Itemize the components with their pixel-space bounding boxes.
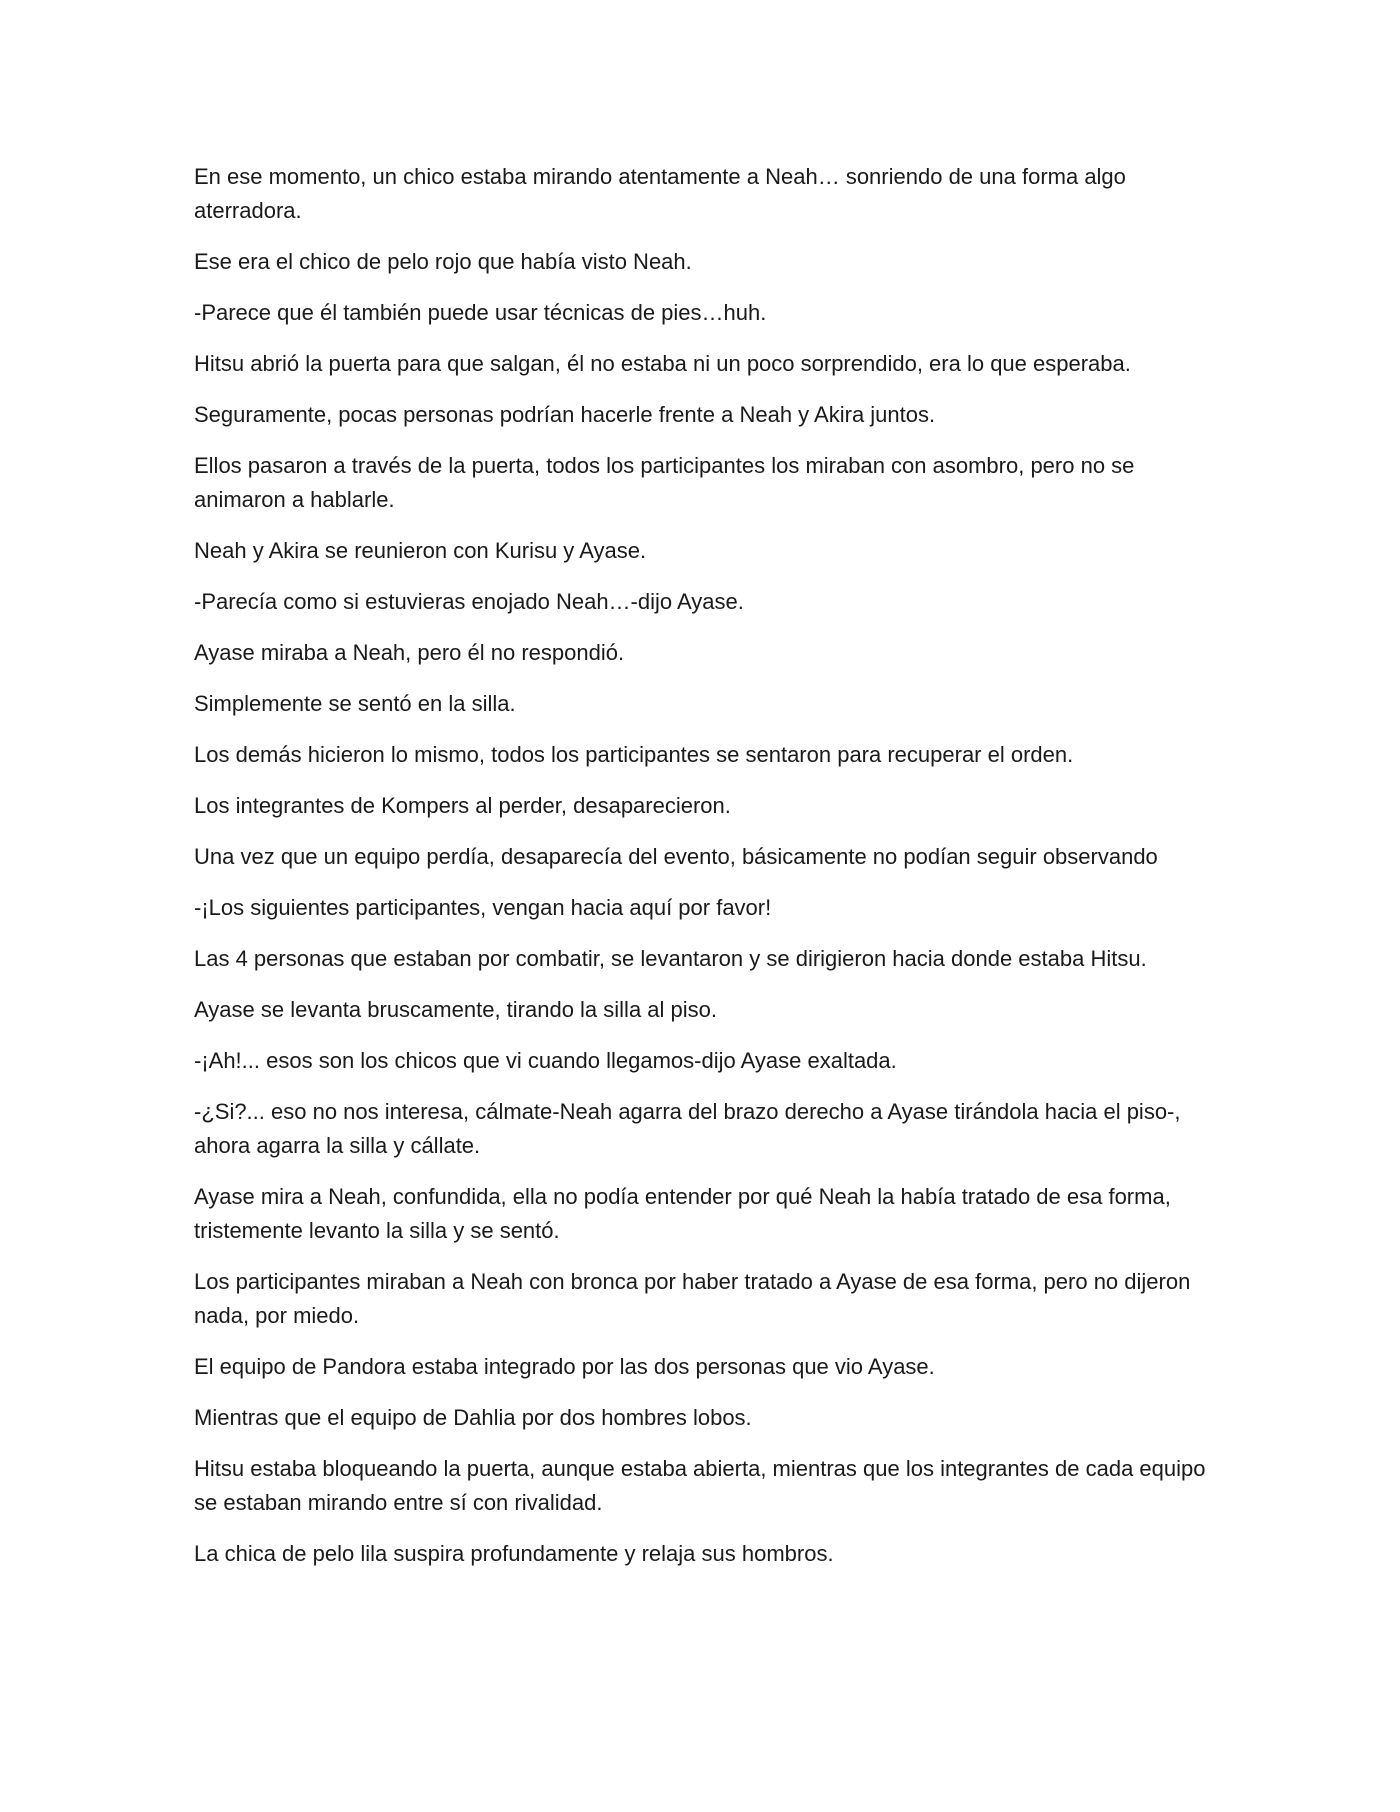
paragraph: -¡Ah!... esos son los chicos que vi cuando llegamos-dijo Ayase exaltada. [194,1048,897,1073]
paragraph: Hitsu abrió la puerta para que salgan, él no estaba ni un poco sorprendido, era lo que esperaba. [194,351,1131,376]
paragraph: Una vez que un equipo perdía, desaparecía del evento, básicamente no podían seguir observando [194,844,1158,869]
paragraph: -Parece que él también puede usar técnicas de pies…huh. [194,300,767,325]
paragraph: -Parecía como si estuvieras enojado Neah…-dijo Ayase. [194,589,744,614]
paragraph: Ese era el chico de pelo rojo que había visto Neah. [194,249,692,274]
paragraph: Ayase mira a Neah, confundida, ella no podía entender por qué Neah la había tratado de esa forma, tristemente levanto la silla y se sentó. [194,1184,1171,1243]
paragraph: Hitsu estaba bloqueando la puerta, aunque estaba abierta, mientras que los integrantes de cada equipo se estaban mirando entre sí con rivalidad. [194,1456,1206,1515]
paragraph: Los participantes miraban a Neah con bronca por haber tratado a Ayase de esa forma, pero no dijeron nada, por miedo. [194,1269,1191,1328]
paragraph: Las 4 personas que estaban por combatir, se levantaron y se dirigieron hacia donde estaba Hitsu. [194,946,1147,971]
paragraph: -¿Si?... eso no nos interesa, cálmate-Neah agarra del brazo derecho a Ayase tirándola hacia el piso-, ahora agarra la silla y cállate. [194,1099,1181,1158]
paragraph: Ayase se levanta bruscamente, tirando la silla al piso. [194,997,717,1022]
paragraph: Ayase miraba a Neah, pero él no respondió. [194,640,625,665]
paragraph: El equipo de Pandora estaba integrado por las dos personas que vio Ayase. [194,1354,935,1379]
paragraph: Seguramente, pocas personas podrían hacerle frente a Neah y Akira juntos. [194,402,936,427]
paragraph: Los demás hicieron lo mismo, todos los participantes se sentaron para recuperar el orden. [194,742,1074,767]
paragraph: En ese momento, un chico estaba mirando atentamente a Neah… sonriendo de una forma algo aterradora. [194,164,1126,223]
paragraph: Simplemente se sentó en la silla. [194,691,516,716]
paragraph: Mientras que el equipo de Dahlia por dos hombres lobos. [194,1405,752,1430]
paragraph: -¡Los siguientes participantes, vengan hacia aquí por favor! [194,895,772,920]
paragraph: La chica de pelo lila suspira profundamente y relaja sus hombros. [194,1541,834,1566]
paragraph: Neah y Akira se reunieron con Kurisu y Ayase. [194,538,647,563]
paragraph: Ellos pasaron a través de la puerta, todos los participantes los miraban con asombro, pero no se animaron a hablarle. [194,453,1135,512]
document-body [194,160,1214,1588]
paragraph: Los integrantes de Kompers al perder, desaparecieron. [194,793,731,818]
